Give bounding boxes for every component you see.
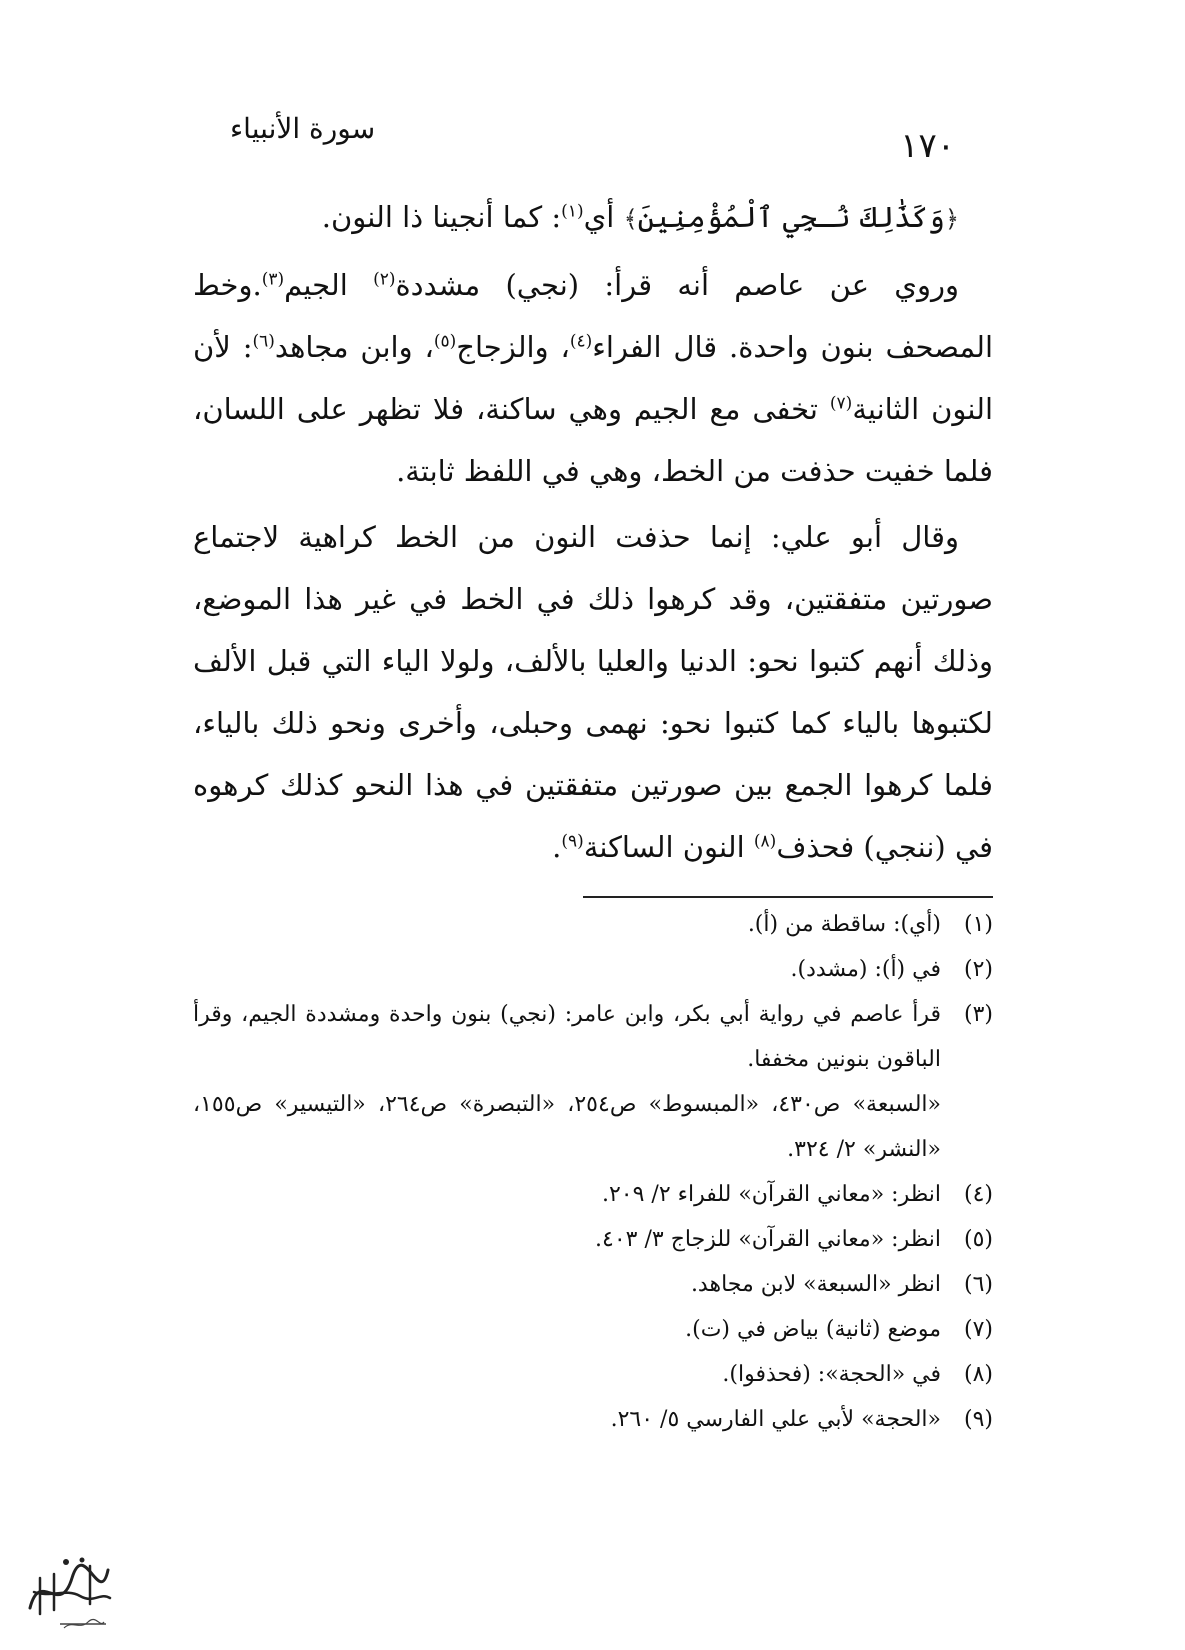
footnote-4 <box>193 1172 993 1217</box>
paragraph-2 <box>193 254 993 502</box>
footnote-marker-2[interactable]: (٢) <box>373 269 396 290</box>
quran-verse: وَكَذَٰلِكَ نُـجِي ٱلْمُؤْمِنِينَ <box>637 200 945 234</box>
footnote-marker-9[interactable]: (٩) <box>561 831 584 852</box>
footnote-number: (٢) <box>963 957 993 982</box>
footnote-7 <box>193 1307 993 1352</box>
text-segment: ، وابن مجاهد <box>274 330 434 364</box>
footnote-divider <box>583 896 993 898</box>
text-segment: : كما أنجينا ذا النون. <box>321 200 562 234</box>
footnote-number: (٥) <box>963 1227 993 1252</box>
footnote-text: انظر: «معاني القرآن» للفراء ٢/ ٢٠٩. <box>601 1182 941 1207</box>
text-segment: النون الساكنة <box>583 830 754 864</box>
text-segment: تخفى مع الجيم وهي ساكنة، فلا تظهر على اللسان، فلما خفيت حذفت من الخط، وهي في اللفظ ثابتة. <box>193 392 993 488</box>
footnote-text: (أي): ساقطة من (أ). <box>747 912 941 937</box>
footnote-text: انظر: «معاني القرآن» للزجاج ٣/ ٤٠٣. <box>595 1227 941 1252</box>
footnote-continuation: «السبعة» ص٤٣٠، «المبسوط» ص٢٥٤، «التبصرة» ص٢٦٤، «التيسير» ص١٥٥، «النشر» ٢/ ٣٢٤. <box>193 1092 941 1162</box>
footnote-number: (٦) <box>963 1272 993 1297</box>
footnote-9 <box>193 1397 993 1442</box>
footnote-marker-1[interactable]: (١) <box>561 201 584 222</box>
footnote-text: في (أ): (مشدد). <box>790 957 941 982</box>
footnote-number: (١) <box>963 912 993 937</box>
paragraph-1 <box>193 186 993 250</box>
page-number: ١٧٠ <box>900 126 955 166</box>
main-text <box>193 186 993 878</box>
page-header <box>230 112 955 172</box>
footnote-text: موضع (ثانية) بياض في (ت). <box>685 1317 941 1342</box>
quran-ornament-close: ﴾ <box>623 205 638 233</box>
text-segment: . <box>552 830 562 864</box>
footnote-marker-5[interactable]: (٥) <box>433 331 457 352</box>
footnote-number: (٨) <box>963 1362 993 1387</box>
footnote-number: (٧) <box>963 1317 993 1342</box>
footnote-number: (٤) <box>963 1182 993 1207</box>
footnote-number: (٩) <box>963 1407 993 1432</box>
footnotes <box>193 902 993 1442</box>
footnote-text: «الحجة» لأبي علي الفارسي ٥/ ٢٦٠. <box>610 1407 941 1432</box>
footnote-number: (٣) <box>963 1002 993 1027</box>
footnote-6 <box>193 1262 993 1307</box>
text-segment: ، والزجاج <box>456 330 570 364</box>
text-segment: أي <box>583 200 624 234</box>
footnote-marker-8[interactable]: (٨) <box>753 831 777 852</box>
footnote-marker-7[interactable]: (٧) <box>829 393 853 414</box>
footnote-8 <box>193 1352 993 1397</box>
footnote-2 <box>193 947 993 992</box>
footnote-text: في «الحجة»: (فحذفوا). <box>722 1362 941 1387</box>
text-segment: : لأن النون الثانية <box>193 330 993 426</box>
paragraph-3 <box>193 506 993 878</box>
footnote-marker-3[interactable]: (٣) <box>261 269 285 290</box>
quran-ornament-open: ﴿ <box>944 205 959 233</box>
footnote-marker-4[interactable]: (٤) <box>569 331 593 352</box>
footnote-1 <box>193 902 993 947</box>
text-segment: .وخط المصحف بنون واحدة. قال الفراء <box>193 268 994 364</box>
footnote-text: انظر «السبعة» لابن مجاهد. <box>690 1272 941 1297</box>
footnote-marker-6[interactable]: (٦) <box>252 331 275 352</box>
text-segment: وقال أبو علي: إنما حذفت النون من الخط كراهية لاجتماع صورتين متفقتين، وقد كرهوا ذلك في الخط في غير هذا الموضع، وذلك أنهم كتبوا نحو: الدنيا والعليا بالألف، ولولا الياء التي قبل الألف لكتبوها بالياء كما كتبوا نحو: نهمى وحبلى، وأخرى ونحو ذلك بالياء، فلما كرهوا الجمع بين صورتين متفقتين في هذا النحو كذلك كرهوه في (ننجي) فحذف <box>193 520 993 864</box>
running-title: سورة الأنبياء <box>230 112 376 145</box>
text-segment: الجيم <box>284 268 374 302</box>
footnote-text: قرأ عاصم في رواية أبي بكر، وابن عامر: (نجي) بنون واحدة ومشددة الجيم، وقرأ الباقون بنونين مخففا. <box>193 1002 941 1072</box>
footnote-3 <box>193 992 993 1172</box>
text-segment: وروي عن عاصم أنه قرأ: (نجي) مشددة <box>395 268 959 302</box>
publisher-stamp-logo <box>20 1548 116 1632</box>
footnote-5 <box>193 1217 993 1262</box>
